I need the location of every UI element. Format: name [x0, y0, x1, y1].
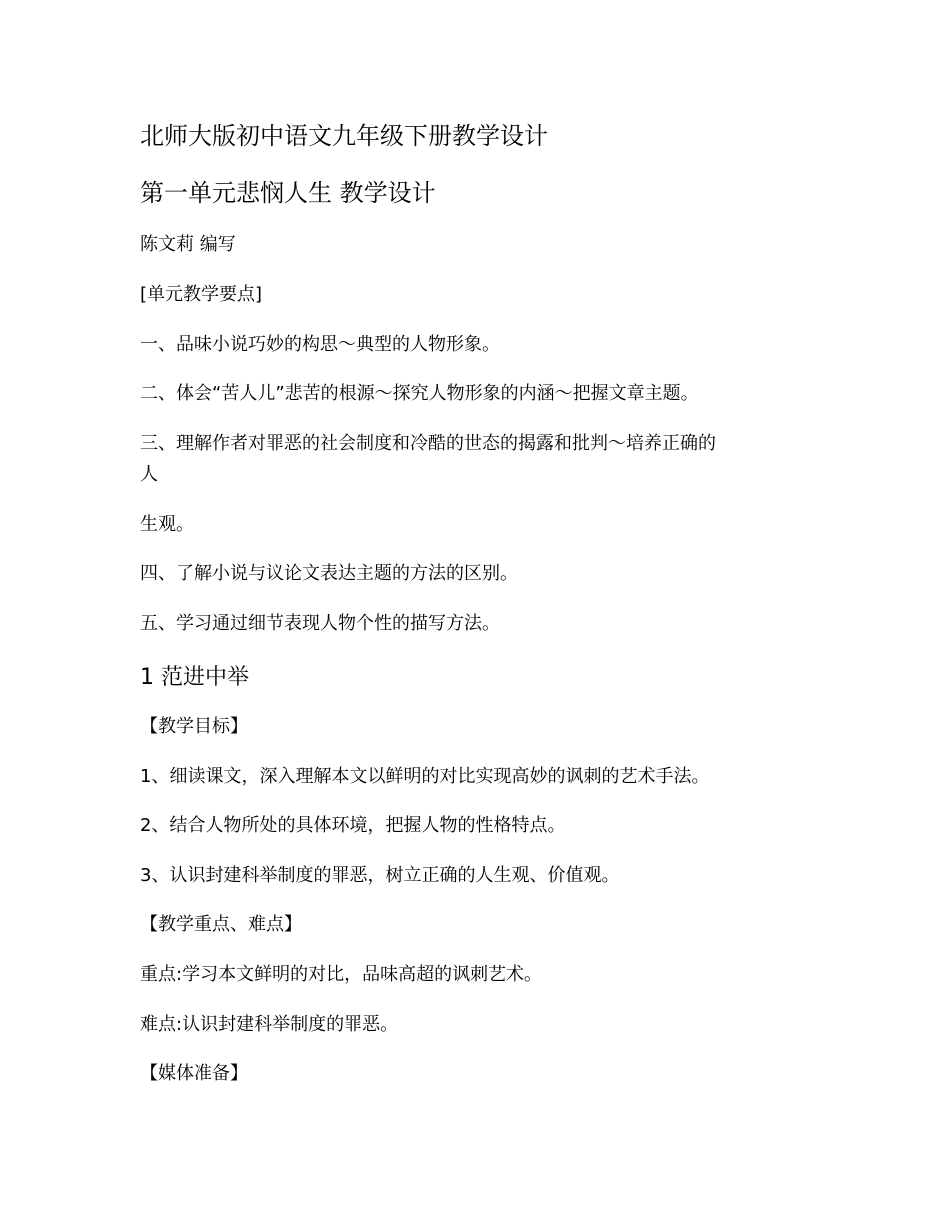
objective-item: 3、认识封建科举制度的罪恶，树立正确的人生观、价值观。	[140, 865, 620, 886]
unit-point-item: 生观。	[140, 514, 194, 535]
objective-item: 2、结合人物所处的具体环境，把握人物的性格特点。	[140, 815, 566, 836]
objectives-heading: 【教学目标】	[140, 716, 248, 737]
author-line: 陈文莉 编写	[140, 234, 236, 255]
key-points-heading: 【教学重点、难点】	[140, 914, 302, 935]
unit-points-heading: [单元教学要点]	[140, 284, 263, 305]
lesson-title: 1 范进中举	[140, 665, 249, 690]
unit-point-item: 一、品味小说巧妙的构思～典型的人物形象。	[140, 334, 500, 355]
unit-point-item: 三、理解作者对罪恶的社会制度和冷酷的世态的揭露和批判～培养正确的	[140, 433, 716, 454]
key-point: 重点:学习本文鲜明的对比，品味高超的讽刺艺术。	[140, 964, 543, 985]
objective-item: 1、细读课文，深入理解本文以鲜明的对比实现高妙的讽刺的艺术手法。	[140, 766, 710, 787]
media-heading: 【媒体准备】	[140, 1063, 248, 1084]
unit-point-item: 四、了解小说与议论文表达主题的方法的区别。	[140, 563, 518, 584]
unit-point-item: 五、学习通过细节表现人物个性的描写方法。	[140, 613, 500, 634]
document-title: 北师大版初中语文九年级下册教学设计	[140, 122, 548, 150]
unit-title: 第一单元悲悯人生 教学设计	[140, 179, 436, 207]
unit-point-item: 二、体会“苦人儿”悲苦的根源～探究人物形象的内涵～把握文章主题。	[140, 383, 699, 404]
difficult-point: 难点:认识封建科举制度的罪恶。	[140, 1014, 399, 1035]
unit-point-item-wrap: 人	[140, 464, 158, 485]
